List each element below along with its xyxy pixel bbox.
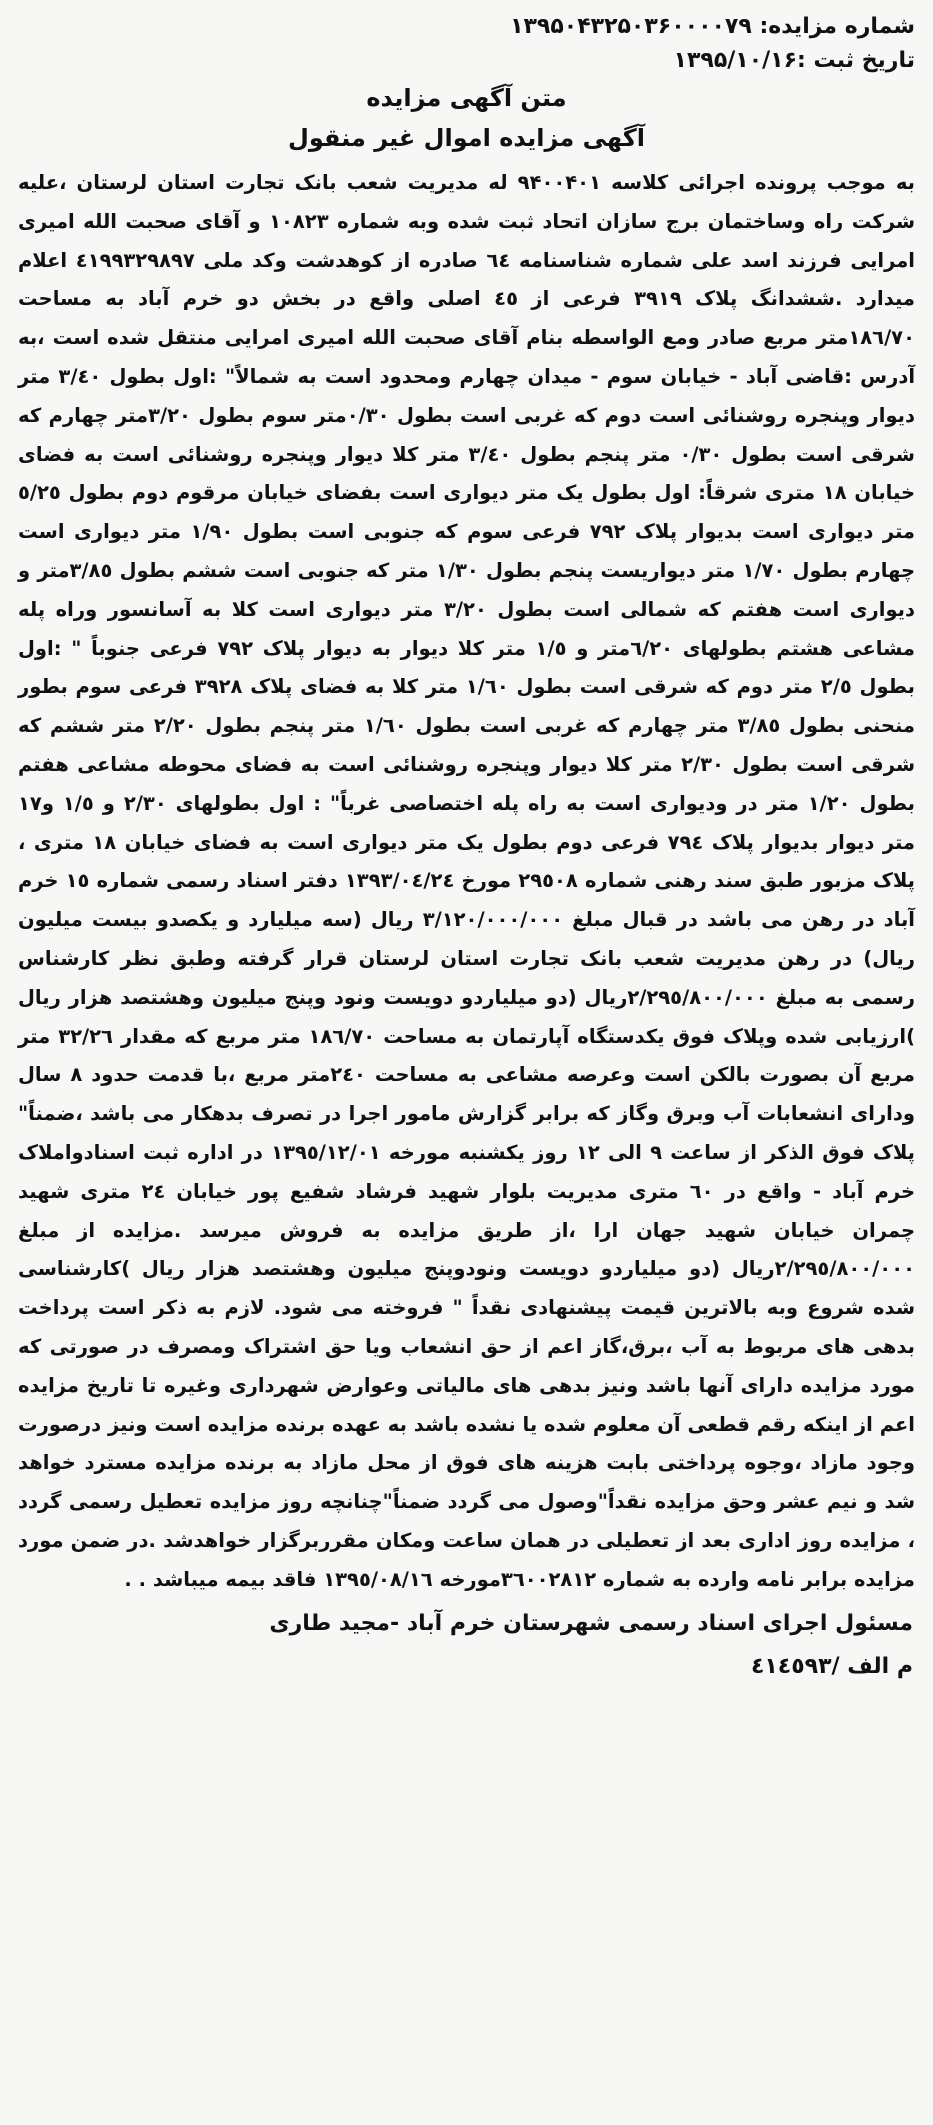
- notice-body-text: به موجب پرونده اجرائی کلاسه ۹۴۰۰۴۰۱ له مدیریت شعب بانک تجارت استان لرستان ،علیه شرکت راه وساختمان برج سازان اتحاد ثبت شده وبه شماره ۱۰۸۲۳ و آقای صحبت الله امیری امرایی فرزند اسد علی شماره شناسنامه ٦٤ صادره از کوهدشت وکد ملی ٤١٩٩٣٢٩٨٩٧ اعلام میدارد .ششدانگ پلاک ۳۹۱۹ فرعی از ٤٥ اصلی واقع در بخش دو خرم آباد به مساحت ١٨٦/٧٠متر مربع صادر ومع الواسطه بنام آقای صحبت الله امیری امرایی منتقل شده است ،به آدرس :قاضی آباد - خیابان سوم - میدان چهارم ومحدود است به شمالاً" :اول بطول ٣/٤٠ متر دیوار وپنجره روشنائی است دوم که غربی است بطول ٠/٣٠متر سوم بطول ٣/٢٠متر چهارم که شرقی است بطول ٠/٣٠ متر پنجم بطول ٣/٤٠ متر کلا دیوار وپنجره روشنائی است به فضای خیابان ١٨ متری شرقاً: اول بطول یک متر دیواری است بفضای خیابان مرقوم دوم بطول ٥/٢٥ متر دیواری است بدیوار پلاک ٧٩٢ فرعی سوم که جنوبی است بطول ١/٩٠ متر دیواری است چهارم بطول ١/٧٠ متر دیواریست پنجم بطول ١/٣٠ متر که جنوبی است ششم بطول ٣/٨٥متر و دیواری است هفتم که شمالی است بطول ٣/٢٠ متر دیواری است کلا به آسانسور وراه پله مشاعی هشتم بطولهای ٦/٢٠متر و ١/٥ متر کلا دیوار به دیوار پلاک ٧٩٢ فرعی جنوباً " :اول بطول ٢/٥ متر دوم که شرقی است بطول ١/٦٠ متر کلا به فضای پلاک ٣٩٢٨ فرعی سوم بطور منحنی بطول ٣/٨٥ متر چهارم که غربی است بطول ١/٦٠ متر پنجم بطول ٢/٢٠ متر ششم که شرقی است بطول ٢/٣٠ متر کلا دیوار وپنجره روشنائی است به فضای محوطه مشاعی هفتم بطول ١/٢٠ متر در ودیواری است به راه پله اختصاصی غرباً" : اول بطولهای ٢/٣٠ و ١/٥ و١٧ متر دیوار بدیوار پلاک ٧٩٤ فرعی دوم بطول یک متر دیواری است به فضای خیابان ١٨ متری ، پلاک مزبور طبق سند رهنی شماره ٢٩٥٠٨ مورخ ١٣٩٣/٠٤/٢٤ دفتر اسناد رسمی شماره ١٥ خرم آباد در رهن می باشد در قبال مبلغ ٣/١٢٠/٠٠٠/٠٠٠ ریال (سه میلیارد و یکصدو بیست میلیون ریال) در رهن مدیریت شعب بانک تجارت استان لرستان قرار گرفته وطبق نظر کارشناس رسمی به مبلغ ٢/٢٩٥/٨٠٠/٠٠٠ریال (دو میلیاردو دویست ونود وپنج میلیون وهشتصد هزار ریال )ارزیابی شده وپلاک فوق یکدستگاه آپارتمان به مساحت ١٨٦/٧٠ متر مربع که مقدار ٣٢/٢٦ متر مربع آن بصورت بالکن است وعرصه مشاعی به مساحت ٢٤٠متر مربع ،با قدمت حدود ٨ سال ودارای انشعابات آب وبرق وگاز که برابر گزارش مامور اجرا در تصرف بدهکار می باشد ،ضمناً" پلاک فوق الذکر از ساعت ٩ الی ١٢ روز یکشنبه مورخه ١٣٩٥/١٢/٠١ در اداره ثبت اسنادواملاک خرم آباد - واقع در ٦٠ متری مدیریت بلوار شهید فرشاد شفیع پور خیابان ٢٤ متری شهید چمران خیابان شهید جهان ارا ،از طریق مزایده به فروش میرسد .مزایده از مبلغ ٢/٢٩٥/٨٠٠/٠٠٠ریال (دو میلیاردو دویست ونودوپنج میلیون وهشتصد هزار ریال )کارشناسی شده شروع وبه بالاترین قیمت پیشنهادی نقداً " فروخته می شود. لازم به ذکر است پرداخت بدهی های مربوط به آب ،برق،گاز اعم از حق انشعاب ویا حق اشتراک ومصرف در صورتی که مورد مزایده دارای آنها باشد ونیز بدهی های مالیاتی وعوارض شهرداری وغیره تا تاریخ مزایده اعم از اینکه رقم قطعی آن معلوم شده یا نشده باشد به عهده برنده مزایده است ونیز درصورت وجود مازاد ،وجوه پرداختی بابت هزینه های فوق از محل مازاد به برنده مزایده مسترد خواهد شد و نیم عشر وحق مزایده نقداً"وصول می گردد ضمناً"چنانچه روز مزایده تعطیل رسمی گردد ، مزایده روز اداری بعد از تعطیلی در همان ساعت ومکان مقرربرگزار خواهدشد .در ضمن مورد مزایده برابر نامه وارده به شماره ٣٦٠٠٢٨١٢مورخه ١٣٩٥/٠٨/١٦ فاقد بیمه میباشد . .: [18, 171, 916, 1591]
- auction-notice: [14, 10, 919, 2115]
- reference-number: م الف /٤١٤٥٩٣: [750, 1654, 913, 1680]
- registration-date: تاریخ ثبت :۱۳۹۵/۱۰/۱۶: [673, 48, 915, 73]
- auction-number: شماره مزایده: ۱۳۹۵۰۴۳۲۵۰۳۶۰۰۰۰۷۹: [510, 14, 915, 39]
- notice-body: [18, 164, 915, 1599]
- notice-subtitle: آگهی مزایده اموال غیر منقول: [288, 124, 645, 152]
- notice-title: متن آگهی مزایده: [366, 84, 567, 112]
- signature-line: مسئول اجرای اسناد رسمی شهرستان خرم آباد -مجید طاری: [269, 1611, 913, 1637]
